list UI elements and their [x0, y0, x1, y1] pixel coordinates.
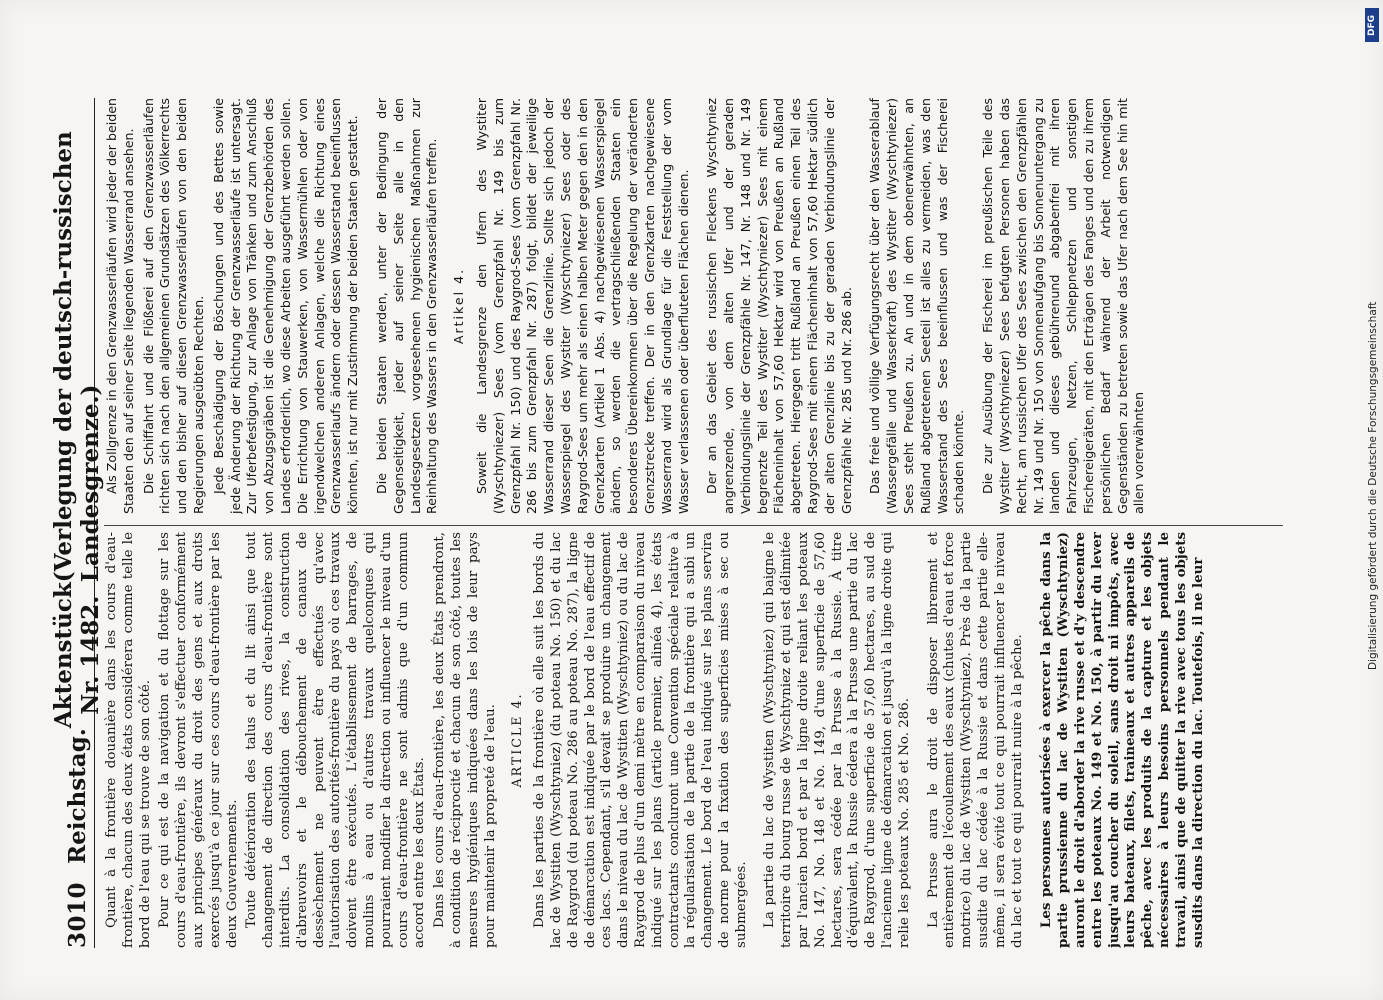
header-right-title: (Verlegung der deutsch-russischen Landesgrenze.): [50, 131, 104, 583]
french-paragraph: Les personnes autorisées à exercer la pêche dans la partie prussienne du lac de Wystiten (Wyschtyniez) auront le droit d'aborder la rive russe et d'y descendre entre les poteaux No. 149 et No. 150, à partir du lever jusqu'au coucher du soleil, sans droit ni impôts, avec leurs bateaux, filets, traineaux et autres appareils de pêche, avec les produits de la capture et les objets nécessaires à leurs besoins personnels pendant le travail, ainsi que de quitter la rive avec tous les objets susdits dans la direction du lac. Toutefois, il ne leur: [1038, 532, 1206, 948]
german-paragraph: Der an das Gebiet des russischen Fleckens Wyschtyniez angrenzende, von dem alten Ufer und der geraden Verbindungslinie der Grenzpfähle Nr. 147, Nr. 148 und Nr. 149 begrenzte Teil des Wystiter (Wyschtyniezer) Sees mit einem Flächeninhalt von 57,60 Hektar wird von Preußen an Rußland abgetreten. Hiergegen tritt Rußland an Preußen einen Teil des Raygrod-Sees mit einem Flächeninhalt von 57,60 Hektar südlich der alten Grenzlinie bis zu der geraden Verbindungslinie der Grenzpfähle Nr. 285 und Nr. 286 ab.: [704, 98, 854, 514]
dfg-logo-badge: DFG: [1365, 8, 1379, 42]
french-paragraph: La Prusse aura le droit de disposer librement et entièrement de l'écoulement des eaux (chutes d'eau et force motrice) du lac de Wystiten (Wyschtyniez). Près de la partie susdite du lac cédée à la Russie et dans cette partie elle-même, il sera évité tout ce qui pourrait influencer le niveau du lac et tout ce qui pourrait nuire à la pêche.: [925, 532, 1025, 948]
digitization-notice: Digitalisierung gefördert durch die Deutsche Forschungsgemeinschaft: [1367, 301, 1379, 670]
german-paragraph: Die Schiffahrt und die Flößerei auf den Grenzwasserläufen richten sich nach den allgemeinen Grundsätzen des Völkerrechts und den bisher auf diesen Grenzwasserläufen von den beiden Regierungen ausgeübten Rechten.: [140, 98, 206, 514]
german-paragraph: Das freie und völlige Verfügungsrecht über den Wasserablauf (Wassergefälle und Wasserkraft) des Wystiter (Wyschtyniezer) Sees steht Preußen zu. An und in dem obenerwähnten, an Rußland abgetretenen Seeteil ist alles zu vermeiden, was den Wasserstand des Sees beeinflussen und was der Fischerei schaden könnte.: [867, 98, 967, 514]
french-paragraph: Dans les cours d'eau-frontière, les deux États prendront, à condition de réciprocité et chacun de son côté, toutes les mesures hygiéniques indiquées dans les lois de leur pays pour maintenir la propreté de l'eau.: [432, 532, 498, 948]
german-paragraph: Als Zollgrenze in den Grenzwasserläufen wird jeder der beiden Staaten den auf seiner Seite liegenden Wasserrand ansehen.: [104, 98, 136, 514]
french-paragraph: Quant à la frontière douanière dans les cours d'eau-frontière, chacun des deux états considérera comme telle le bord de l'eau qui se trouve de son côté.: [104, 532, 153, 948]
french-column: [104, 532, 1289, 948]
french-article-heading: ARTICLE 4.: [509, 692, 525, 788]
header-center-title: Aktenstück Nr. 1482.: [50, 582, 104, 729]
german-paragraph: Die beiden Staaten werden, unter der Bedingung der Gegenseitigkeit, jeder auf seiner Seite alle in den Landesgesetzen vorgesehenen hygienischen Maßnahmen zur Reinhaltung des Wassers in den Grenzwasserläufen treffen.: [373, 98, 440, 514]
page-header: [50, 98, 104, 948]
french-paragraph: La partie du lac de Wystiten (Wyschtyniez) qui baigne le territoire du bourg russe de Wyschtyniez et qui est délimitée par l'ancien bord et par la ligne droite reliant les poteaux No. 147, No. 148 et No. 149, d'une superficie de 57,60 hectares, sera cédée par la Prusse à la Russie. À titre d'équivalent, la Russie cédera à la Prusse une partie du lac de Raygrod, d'une superficie de 57,60 hectares, au sud de l'ancienne ligne de démarcation et jusqu'à la ligne droite qui relie les poteaux No. 285 et No. 286.: [762, 532, 912, 948]
french-paragraph: Toute détérioration des talus et du lit ainsi que tout changement de direction des cours d'eau-frontière sont interdits. La consolidation des rives, la construction d'abreuvoirs et le débouchement de canaux de dessèchement ne peuvent être effectués qu'avec l'autorisation des autorités-frontière du pays où ces travaux doivent être exécutés. L'établissement de barrages, de moulins à eau ou d'autres travaux quelconques qui pourraient modifier la direction ou influencer le niveau d'un cours d'eau-frontière ne sont admis que d'un commun accord entre les deux États.: [244, 532, 428, 948]
german-column: [104, 98, 1289, 514]
german-article-heading: Artikel 4.: [451, 267, 467, 345]
german-paragraph: Jede Beschädigung der Böschungen und des Bettes sowie jede Änderung der Richtung der Grenzwasserläufe ist untersagt. Zur Uferbefestigung, zur Anlage von Tränken und zum Anschluß von Abzugsgräben ist die Genehmigung der Grenzbehörden des Landes erforderlich, wo diese Arbeiten ausgeführt werden sollen. Die Errichtung von Stauwerken, von Wassermühlen oder von irgendwelchen anderen Anlagen, welche die Richtung eines Grenzwasserlaufs ändern oder dessen Wasserstand beeinflussen könnten, ist nur mit Zustimmung der beiden Staaten gestattet.: [210, 98, 361, 514]
header-left-title: Reichstag.: [63, 728, 91, 864]
german-paragraph: Die zur Ausübung der Fischerei im preußischen Teile des Wystiter (Wyschtyniezer) Sees befugten Personen haben das Recht, am russischen Ufer des Sees zwischen den Grenzpfählen Nr. 149 und Nr. 150 von Sonnenaufgang bis Sonnenuntergang zu landen und dieses gebührenund abgabenfrei mit ihren Fahrzeugen, Netzen, Schleppnetzen und sonstigen Fischereigeräten, mit den Erträgen des Fanges und den zu ihrem persönlichen Bedarf während der Arbeit notwendigen Gegenständen zu betreten sowie das Ufer nach dem See hin mit allen vorerwähnten: [980, 98, 1147, 514]
german-paragraph: Soweit die Landesgrenze den Ufern des Wystiter (Wyschtyniezer) Sees (vom Grenzpfahl Nr. 149 bis zum Grenzpfahl Nr. 150) und des Raygrod-Sees (vom Grenzpfahl Nr. 286 bis zum Grenzpfahl Nr. 287) folgt, bildet der jeweilige Wasserrand dieser Seen die Grenzlinie. Sollte sich jedoch der Wasserspiegel des Wystiter (Wyschtyniezer) Sees oder des Raygrod-Sees um mehr als einen halben Meter gegen den in den Grenzkarten (Artikel 1 Abs. 4) nachgewiesenen Wasserspiegel ändern, so werden die vertragschließenden Staaten ein besonderes Übereinkommen über die Regelung der veränderten Grenzstrecke treffen. Der in den Grenzkarten nachgewiesene Wasserrand wird als Grundlage für die Feststellung der vom Wasser verlassenen oder überfluteten Flächen dienen.: [473, 98, 691, 514]
column-divider: [104, 525, 1283, 526]
page-number: 3010: [63, 881, 91, 948]
french-paragraph: Dans les parties de la frontière où elle suit les bords du lac de Wystiten (Wyschtyniez) (du poteau No. 150) et du lac de Raygrod (du poteau No. 286 au poteau No. 287), la ligne de démarcation est indiquée par le bord de l'eau effectif de ces lacs. Cependant, s'il devait se produire un changement dans le niveau du lac de Wystiten (Wyschtyniez) ou du lac de Raygrod de plus d'un demi mètre en comparaison du niveau indiqué sur les plans (article premier, alinéa 4), les états contractants concluront une Convention spéciale relative à la régularisation de la partie de la frontière qui a subi un changement. Le bord de l'eau indiqué sur les plans servira de norme pour la fixation des superficies mises à sec ou submergées.: [532, 532, 749, 948]
french-paragraph: Pour ce qui est de la navigation et du flottage sur les cours d'eau-frontière, ils devront s'effectuer conformément aux principes généraux du droit des gens et aux droits exercés jusqu'à ce jour sur ces cours d'eau-frontière par les deux Gouvernements.: [157, 532, 240, 948]
